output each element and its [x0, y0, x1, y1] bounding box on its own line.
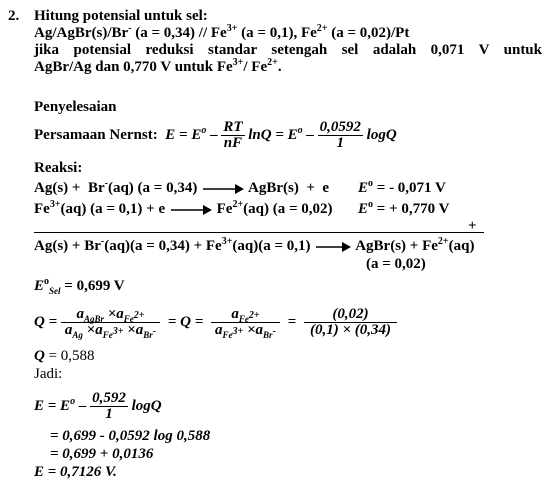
step1: = 0,699 - 0,0592 log 0,588: [50, 428, 211, 444]
reaction1-potential: $E^o$ = - 0,071 V: [358, 178, 446, 196]
nernst-equation: [34, 118, 397, 152]
nernst-frac1-den: nF: [223, 135, 243, 152]
reactions-heading: Reaksi:: [34, 160, 83, 176]
q-num-sub: (0,02): [304, 307, 397, 323]
final-frac-num: 0,592: [92, 390, 126, 407]
final-frac-den: 1: [105, 406, 113, 423]
overall-activity: (a = 0,02): [366, 256, 426, 272]
reaction2-potential: $E^o$ = + 0,770 V: [358, 199, 450, 217]
e-cell: $E^o_{Sel} = 0,699$ V: [34, 276, 125, 296]
jadi-label: Jadi:: [34, 366, 63, 382]
nernst-frac2-num: 0,0592: [319, 119, 361, 136]
problem-title: Hitung potensial untuk sel:: [34, 8, 208, 24]
q-fraction-full: $\frac{a_{AgBr} \times a_{Fe^{2+}}}{a_{Ag} \times a_{Fe^{3+}} \times a_{Br^-}}$: [61, 307, 160, 338]
problem-number: 2.: [8, 8, 20, 24]
problem-condition-line2: AgBr/Ag dan 0,770 V untuk $Fe^{3+}/$ $Fe^{2+}$.: [34, 57, 282, 75]
nernst-tail: logQ: [366, 127, 397, 143]
final-tail: logQ: [131, 398, 162, 414]
reaction1: Ag(s) + Br-(aq) (a = 0,34) AgBr(s) + e: [34, 178, 330, 196]
overall-reaction: $Ag(s) + Br^-(aq)(a = 0,34) + Fe^{3+}(aq)(a = 0,1)$ AgBr(s) + $Fe^{2+}(aq)$: [34, 236, 475, 254]
nernst-lhs: $E = E^o$ –: [165, 125, 218, 143]
step2: = 0,699 + 0,0136: [50, 446, 154, 462]
reaction2: $Fe^{3+}(aq) (a = 0,1) + e$ $Fe^{2+}(aq) (a = 0,02)$: [34, 199, 333, 217]
final-result: E = 0,7126 V.: [34, 464, 117, 480]
sum-divider: [34, 232, 484, 233]
reaction-arrow-icon: [314, 242, 352, 252]
nernst-frac2-den: 1: [336, 135, 345, 152]
q-value: Q = 0,588: [34, 348, 95, 364]
nernst-frac1-num: RT: [223, 119, 243, 136]
solution-heading: Penyelesaian: [34, 99, 117, 115]
q-fraction-reduced: $\frac{a_{Fe^{2+}}}{a_{Fe^{3+}} \times a_{Br^-}}$: [211, 307, 280, 338]
q-expression: Q = $\frac{a_{AgBr} \times a_{Fe^{2+}}}{a_{Ag} \times a_{Fe^{3+}} \times a_{Br^-}}$ = Q = $\frac{a_{Fe^{2+}}}{a_{Fe^{3+}} \times a_{Br^-}}$ = $\frac{(0,02)}{(0,1) \times (0,34)}$: [34, 302, 397, 342]
problem-condition-line1: jika potensial reduksi standar setengah sel adalah 0,071 V untuk: [34, 42, 542, 58]
nernst-label: Persamaan Nernst:: [34, 127, 158, 143]
final-equation: $E = E^o$ – $\frac{0,592}{1}$ logQ: [34, 390, 162, 423]
nernst-mid: $\ln Q = E^o$ –: [248, 125, 314, 143]
nernst-fraction-rt-nf: [221, 120, 244, 151]
final-fraction: [90, 391, 128, 422]
nernst-fraction-coef: [318, 120, 363, 151]
q-fraction-numeric: [304, 307, 397, 338]
q-den-sub: (0,1) × (0,34): [309, 322, 391, 339]
reaction-arrow-icon: [169, 205, 213, 215]
problem-cell: Ag/AgBr(s)/Br- $(a = 0,34) // Fe^{3+}$ (a = 0,1), $Fe^{2+}$ (a = 0,02)/Pt: [34, 23, 410, 41]
reaction-arrow-icon: [201, 184, 245, 194]
plus-sign: +: [468, 218, 477, 234]
